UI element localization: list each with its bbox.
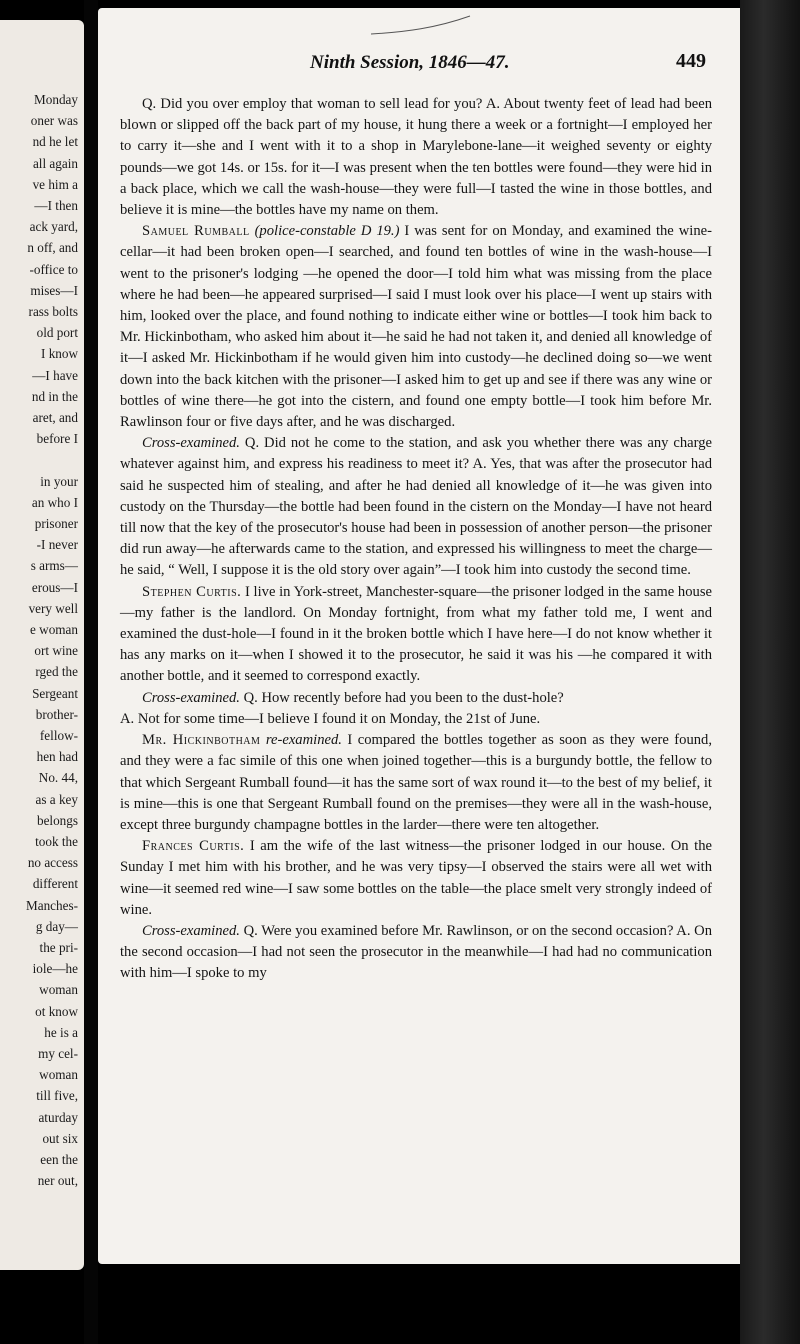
left-page-line: prisoner	[34, 516, 78, 531]
left-page-line: fellow-	[39, 728, 78, 743]
left-page-line: mises—I	[30, 282, 78, 298]
left-page-line: —I then	[34, 198, 78, 213]
page-number: 449	[676, 50, 706, 72]
left-page-line: -I never	[36, 537, 78, 553]
left-page-line: out six	[42, 1130, 78, 1146]
left-page-line: ack yard,	[29, 219, 78, 235]
left-page-line: nd he let	[32, 134, 78, 150]
left-page-line: hen had	[36, 749, 78, 765]
examination-label: Cross-examined.	[142, 689, 240, 706]
left-page-line: no access	[27, 855, 78, 871]
examination-label: re-examined.	[265, 732, 342, 749]
testimony-paragraph: Cross-examined. Q. Were you examined before Mr. Rawlinson, or on the second occasion? A. On the second occasion—I had not seen the prosecutor in the meanwhile—I had had no communication with him—I spoke to my	[120, 922, 712, 982]
left-page-line: my cel-	[38, 1046, 78, 1061]
left-page-line: an who I	[31, 494, 78, 510]
left-page-line: erous—I	[31, 579, 78, 595]
left-page-line: n off, and	[27, 240, 78, 256]
left-page-line: rged the	[35, 664, 78, 680]
left-page-line: Manches-	[26, 897, 78, 913]
left-page-line: in your	[40, 473, 78, 489]
left-page-line: belongs	[36, 812, 78, 828]
left-page-line: g day—	[35, 918, 78, 934]
left-page-line: old port	[36, 325, 78, 341]
left-page-line: nd in the	[31, 388, 78, 404]
witness-name: Frances Curtis.	[142, 838, 245, 855]
left-page-line: he is a	[44, 1024, 78, 1040]
left-page-line: oner was	[30, 113, 78, 129]
left-page-line: iole—he	[32, 961, 78, 977]
witness-name: Stephen Curtis.	[142, 583, 242, 600]
left-page-line: ve him a	[32, 176, 78, 192]
witness-name: Mr. Hickinbotham	[142, 732, 261, 749]
left-page-fragment	[0, 20, 84, 1270]
left-page-line: aret, and	[32, 410, 78, 425]
left-page-line: took the	[35, 834, 78, 849]
witness-role: (police-constable D 19.)	[254, 223, 400, 240]
testimony-paragraph: Stephen Curtis. I live in York-street, Manchester-square—the prisoner lodged in the same house—my father is the landlord. On Monday fortnight, from what my father told me, I went and examined the dust-hole—I found in it the broken bottle which I have here—I do not know whether it has any marks on it—when I showed it to the prosecutor, he said it was his —he compared it with another bottle, and it seemed to correspond exactly.	[120, 583, 712, 685]
left-page-line: Sergeant	[32, 685, 78, 701]
left-page-line: rass bolts	[28, 304, 78, 319]
body-text	[120, 94, 712, 985]
left-page-line: No. 44,	[38, 770, 78, 786]
left-page-line: een the	[40, 1152, 78, 1167]
left-page-line: the pri-	[39, 940, 78, 955]
left-page-line: till five,	[36, 1088, 78, 1104]
left-page-line: -office to	[29, 261, 78, 277]
left-page-line: different	[32, 876, 78, 892]
testimony-paragraph: Cross-examined. Q. Did not he come to the station, and ask you whether there was any charge whatever against him, and express his readiness to meet it? A. Yes, that was after the prosecutor had said he suspected him of stealing, and after he had denied all knowledge of it—he was given into custody on the Thursday—the bottle had been found in the cistern on the Monday—I have not heard till now that the key of the prosecutor's house had been in possession of another person—the prisoner did run away—he afterwards came to the station, and expressed his willingness to meet the charge—he said, “ Well, I suppose it is the old story over again”—I took him into custody the second time.	[120, 435, 712, 579]
examination-label: Cross-examined.	[142, 922, 240, 939]
testimony-paragraph: Samuel Rumball (police-constable D 19.) I was sent for on Monday, and examined the wine-cellar—it had been broken open—I searched, and found ten bottles of wine in the wash-house—I went to the prisoner's lodging —he opened the door—I told him what was missing from the place where he had been—he appeared surprised—I said I must look over his place—I went up stairs with him, looked over the place, and found nothing to indicate either wine or bottles—I took him back to Mr. Hickinbotham, who asked him about it—he said he had not taken it, and denied all knowledge of it—I asked Mr. Hickinbotham if he would given him into custody—he declined doing so—we went down into the back kitchen with the prisoner—I asked him to get up and see if there was any wine or bottles of wine there—he got into the cistern, and found one empty bottle—I took him before Mr. Rawlinson four or five days after, and he was discharged.	[120, 223, 712, 431]
left-page-line: e woman	[30, 622, 78, 637]
left-page-line: woman	[39, 1067, 78, 1083]
testimony-paragraph: Frances Curtis. I am the wife of the last witness—the prisoner lodged in our house. On the Sunday I met him with his brother, and he was very tipsy—I observed the stairs were all wet with wine—it seemed red wine—I saw some bottles on the table—the place smelt very strongly indeed of wine.	[120, 838, 712, 918]
left-page-line: ot know	[35, 1003, 78, 1019]
book-gutter	[84, 0, 98, 1344]
left-page-line: Monday	[34, 92, 78, 107]
testimony-paragraph: A. Not for some time—I believe I found it on Monday, the 21st of June.	[120, 710, 541, 727]
left-page-line: very well	[28, 600, 78, 616]
left-page-line: woman	[39, 982, 78, 998]
book-page	[98, 8, 740, 1264]
left-page-line: s arms—	[30, 558, 78, 574]
pencil-mark	[366, 14, 476, 40]
testimony-paragraph: Q. Did you over employ that woman to sell lead for you? A. About twenty feet of lead had been blown or slipped off the back part of my house, it hung there a week or a fortnight—I employed her to carry it—she and I went with it to a shop in Marylebone-lane—it weighed seventy or eighty pounds—we got 14s. or 15s. for it—I was present when the ten bottles were found—they were hid in a back place, which we call the wash-house—they were full—I tasted the wine in those bottles, and believe it is mine—the bottles have my name on them.	[120, 96, 712, 219]
left-page-line: all again	[32, 155, 78, 171]
page-header	[98, 44, 740, 84]
left-page-line: aturday	[38, 1109, 78, 1125]
testimony-paragraph: Mr. Hickinbotham re-examined. I compared the bottles together as soon as they were found, and they were a fac simile of this one when joined together—this is a burgundy bottle, the fellow to that which Sergeant Rumball found—it has the same sort of wax round it—to the best of my belief, it is mine—this is one that Sergeant Rumball found on the premises—they were all in the wash-house, except three burgundy champagne bottles in the larder—there were ten altogether.	[120, 732, 712, 833]
running-head: Ninth Session, 1846—47.	[310, 52, 510, 73]
left-page-line: I know	[41, 346, 78, 362]
left-page-line: ort wine	[34, 643, 78, 659]
left-page-line: —I have	[32, 367, 78, 383]
left-page-line: before I	[36, 431, 78, 447]
examination-label: Cross-examined.	[142, 435, 240, 452]
left-page-line: brother-	[35, 706, 78, 722]
scan-edge	[740, 0, 800, 1344]
left-page-line: as a key	[35, 791, 78, 807]
testimony-paragraph: Cross-examined. Q. How recently before had you been to the dust-hole?	[142, 689, 564, 706]
left-page-line: ner out,	[37, 1173, 78, 1189]
witness-name: Samuel Rumball	[142, 223, 250, 240]
